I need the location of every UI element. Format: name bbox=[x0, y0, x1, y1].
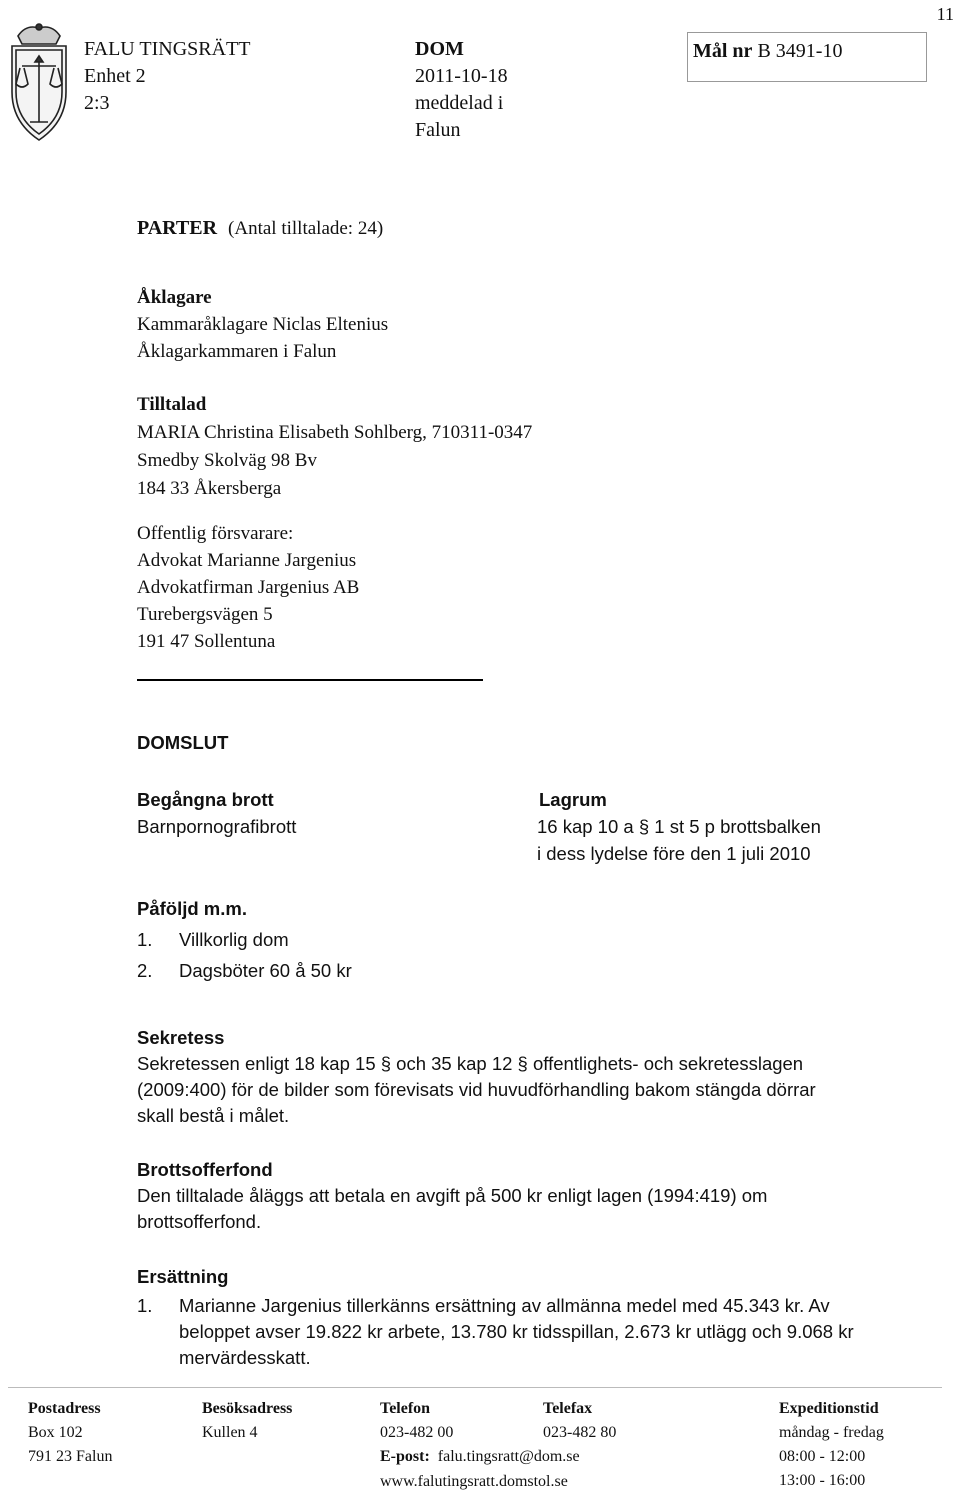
victim-fund-line: Den tilltalade åläggs att betala en avgift på 500 kr enligt lagen (1994:419) om bbox=[137, 1185, 768, 1206]
victim-fund-line: brottsofferfond. bbox=[137, 1211, 262, 1232]
victim-fund-heading: Brottsofferfond bbox=[137, 1159, 273, 1180]
prosecutor-line: Kammaråklagare Niclas Eltenius bbox=[137, 314, 389, 335]
defendant-line: MARIA Christina Elisabeth Sohlberg, 710311-0347 bbox=[137, 422, 533, 443]
fax-number: 023-482 80 bbox=[543, 1424, 617, 1441]
prosecutor-block bbox=[137, 284, 388, 365]
case-number-label: Mål nr bbox=[693, 40, 753, 62]
confidentiality-line: Sekretessen enligt 18 kap 15 § och 35 kap 12 § offentlighets- och sekretesslagen bbox=[137, 1053, 804, 1074]
crimes-heading: Begångna brott bbox=[137, 789, 274, 810]
fax-label: Telefax bbox=[543, 1400, 593, 1417]
hours-line: 08:00 - 12:00 bbox=[779, 1448, 866, 1465]
delivered-place: Falun bbox=[415, 119, 461, 141]
footer-phone bbox=[380, 1397, 453, 1445]
law-line: i dess lydelse före den 1 juli 2010 bbox=[537, 843, 811, 864]
crimes-block bbox=[137, 786, 296, 840]
footer-fax bbox=[543, 1397, 616, 1445]
confidentiality-line: skall bestå i målet. bbox=[137, 1105, 290, 1126]
prosecutor-heading: Åklagare bbox=[137, 287, 212, 308]
visit-label: Besöksadress bbox=[202, 1400, 293, 1417]
hours-line: 13:00 - 16:00 bbox=[779, 1472, 866, 1489]
compensation-heading: Ersättning bbox=[137, 1266, 229, 1287]
sanction-list: 1. Villkorlig dom 2. Dagsböter 60 å 50 kr bbox=[137, 929, 352, 981]
crime-name: Barnpornografibrott bbox=[137, 816, 297, 837]
law-line: 16 kap 10 a § 1 st 5 p brottsbalken bbox=[537, 816, 821, 837]
email-label: E-post: bbox=[380, 1448, 430, 1465]
court-info bbox=[84, 36, 250, 117]
defense-line: Turebergsvägen 5 bbox=[137, 604, 273, 625]
law-heading: Lagrum bbox=[539, 789, 607, 810]
footer-hours bbox=[779, 1397, 884, 1493]
postal-label: Postadress bbox=[28, 1400, 101, 1417]
defense-line: Offentlig försvarare: bbox=[137, 523, 294, 544]
defense-line: Advokat Marianne Jargenius bbox=[137, 550, 357, 571]
delivered-label: meddelad i bbox=[415, 92, 504, 114]
phone-number: 023-482 00 bbox=[380, 1424, 454, 1441]
compensation-list: 1. Marianne Jargenius tillerkänns ersättning av allmänna medel med 45.343 kr. Av beloppet avser 19.822 kr arbete, 13.780 kr tidsspillan, 2.673 kr utlägg och 9.068 kr mervärdesskatt. bbox=[137, 1293, 917, 1373]
parties-heading: PARTER bbox=[137, 217, 218, 239]
phone-label: Telefon bbox=[380, 1400, 431, 1417]
confidentiality-block bbox=[137, 1025, 816, 1129]
list-item: Marianne Jargenius tillerkänns ersättning av allmänna medel med 45.343 kr. Av beloppet avser 19.822 kr arbete, 13.780 kr tidsspillan, 2.673 kr utlägg och 9.068 kr mervärdesskatt. bbox=[179, 1295, 854, 1368]
defendant-block bbox=[137, 391, 532, 503]
footer-divider bbox=[8, 1387, 942, 1388]
email-link[interactable]: falu.tingsratt@dom.se bbox=[437, 1448, 580, 1465]
document-info bbox=[415, 36, 508, 144]
defendant-line: Smedby Skolväg 98 Bv bbox=[137, 450, 317, 471]
footer-email bbox=[380, 1445, 580, 1469]
footer-visit bbox=[202, 1397, 292, 1445]
document-type: DOM bbox=[415, 38, 464, 60]
victim-fund-block bbox=[137, 1157, 767, 1235]
defense-line: Advokatfirman Jargenius AB bbox=[137, 577, 360, 598]
hours-label: Expeditionstid bbox=[779, 1400, 879, 1417]
visit-address: Kullen 4 bbox=[202, 1424, 258, 1441]
hours-line: måndag - fredag bbox=[779, 1424, 884, 1441]
defense-counsel-block bbox=[137, 520, 359, 655]
parties-count: (Antal tilltalade: 24) bbox=[228, 218, 384, 239]
case-number: B 3491-10 bbox=[757, 40, 843, 62]
court-unit: Enhet 2 bbox=[84, 65, 146, 87]
page-number: 11 bbox=[936, 4, 954, 24]
case-number-box bbox=[687, 32, 927, 82]
law-block bbox=[537, 786, 821, 867]
court-crest-logo bbox=[6, 22, 72, 146]
court-section: 2:3 bbox=[84, 92, 110, 114]
verdict-heading: DOMSLUT bbox=[137, 732, 229, 753]
website-link[interactable]: www.falutingsratt.domstol.se bbox=[380, 1473, 568, 1490]
court-name: FALU TINGSRÄTT bbox=[84, 38, 251, 60]
postal-line: 791 23 Falun bbox=[28, 1448, 113, 1465]
postal-line: Box 102 bbox=[28, 1424, 83, 1441]
sanction-heading: Påföljd m.m. bbox=[137, 898, 247, 919]
confidentiality-heading: Sekretess bbox=[137, 1027, 225, 1048]
defendant-heading: Tilltalad bbox=[137, 394, 207, 415]
confidentiality-line: (2009:400) för de bilder som förevisats vid huvudförhandling bakom stängda dörrar bbox=[137, 1079, 816, 1100]
section-divider bbox=[137, 679, 483, 681]
document-date: 2011-10-18 bbox=[415, 65, 508, 87]
parties-heading-row bbox=[137, 216, 383, 241]
defense-line: 191 47 Sollentuna bbox=[137, 631, 276, 652]
prosecutor-line: Åklagarkammaren i Falun bbox=[137, 341, 337, 362]
footer-postal bbox=[28, 1397, 112, 1469]
defendant-line: 184 33 Åkersberga bbox=[137, 478, 282, 499]
